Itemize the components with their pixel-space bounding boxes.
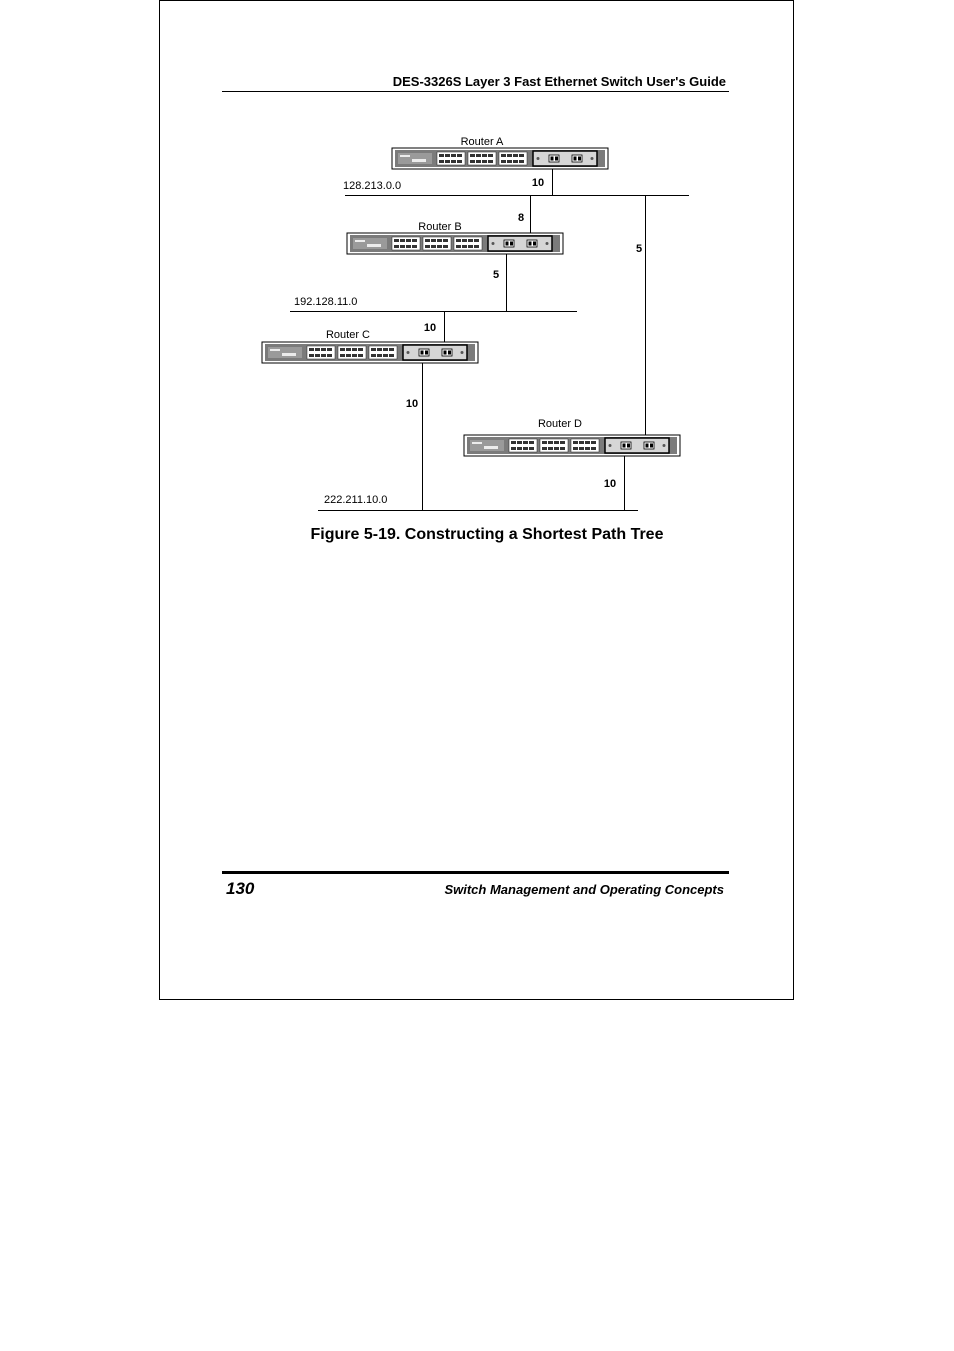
cost-router-d-net3: 10 [603, 478, 617, 490]
network-label-3: 222.211.10.0 [324, 494, 388, 506]
network-label-1: 128.213.0.0 [343, 180, 402, 192]
figure-caption: Figure 5-19. Constructing a Shortest Path Tree [310, 526, 664, 543]
router-d-switch [464, 435, 680, 456]
network-diagram [0, 0, 954, 560]
router-b-switch [347, 233, 563, 254]
cost-router-d-net1: 5 [635, 243, 643, 255]
router-a-switch [392, 148, 608, 169]
router-c-label: Router C [325, 329, 371, 341]
footer-section-title: Switch Management and Operating Concepts [444, 882, 724, 897]
cost-router-c-net2: 10 [423, 322, 437, 334]
cost-router-a-net1: 10 [531, 177, 545, 189]
cost-router-b-net2: 5 [492, 269, 500, 281]
router-c-switch [262, 342, 478, 363]
cost-router-b-net1: 8 [517, 212, 525, 224]
router-a-label: Router A [460, 136, 504, 148]
footer-rule [222, 871, 729, 874]
network-label-2: 192.128.11.0 [294, 296, 358, 308]
page-number: 130 [226, 879, 255, 898]
router-b-label: Router B [418, 221, 462, 233]
router-d-label: Router D [537, 418, 583, 430]
cost-router-c-net3: 10 [405, 398, 419, 410]
header-title: DES-3326S Layer 3 Fast Ethernet Switch User's Guide [392, 74, 726, 89]
